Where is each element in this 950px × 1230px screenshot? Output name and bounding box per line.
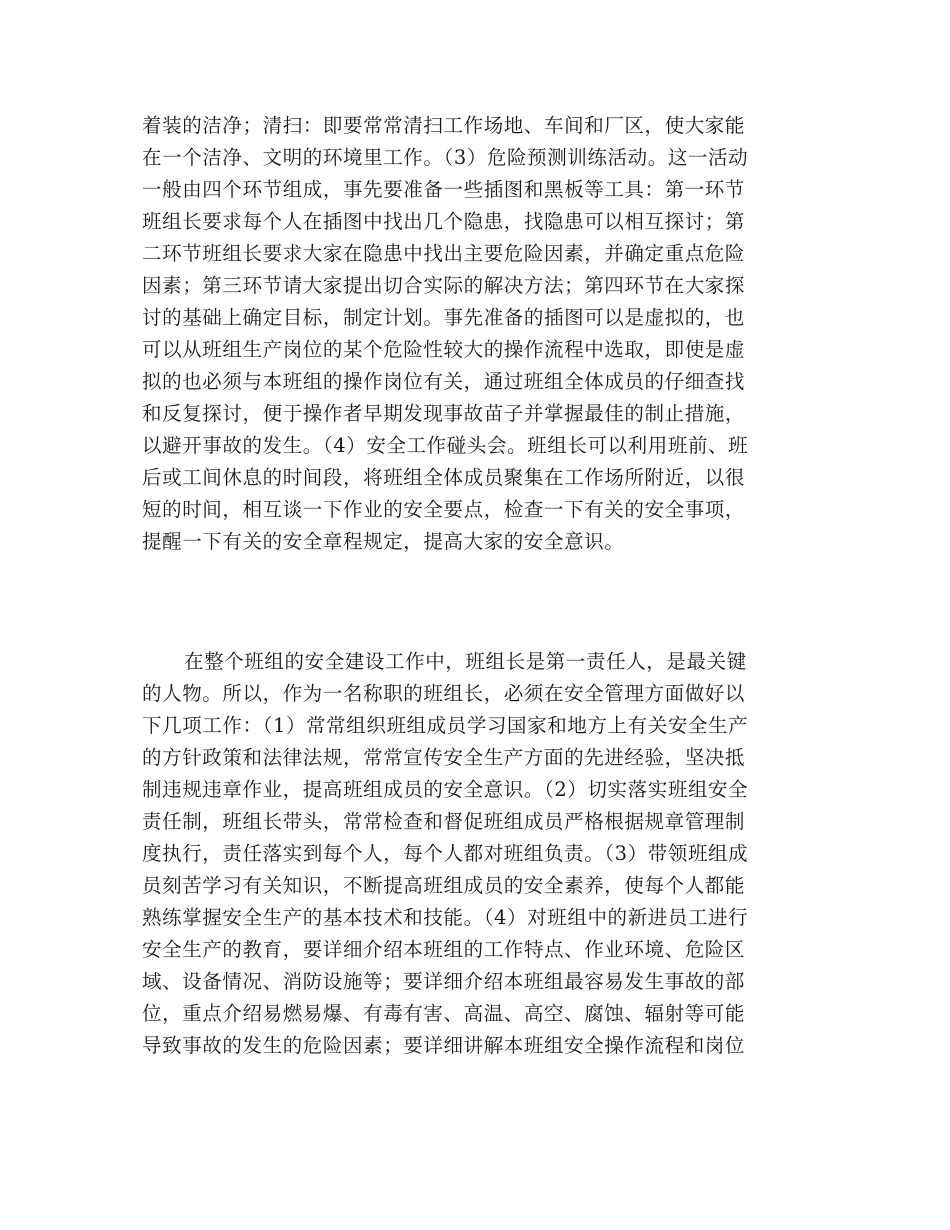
text-line: 域、设备情况、消防设施等；要详细介绍本班组最容易发生事故的部 bbox=[142, 970, 746, 993]
text-line: 制违规违章作业，提高班组成员的安全意识。（2）切实落实班组安全 bbox=[142, 778, 749, 801]
paragraph-1 bbox=[142, 110, 822, 558]
text-line: 短的时间，相互谈一下作业的安全要点，检查一下有关的安全事项， bbox=[142, 498, 746, 521]
text-line: 度执行，责任落实到每个人，每个人都对班组负责。（3）带领班组成 bbox=[142, 842, 749, 865]
text-line: 熟练掌握安全生产的基本技术和技能。（4）对班组中的新进员工进行 bbox=[142, 906, 749, 929]
text-line: 员刻苦学习有关知识，不断提高班组成员的安全素养，使每个人都能 bbox=[142, 874, 746, 897]
text-line: 导致事故的发生的危险因素；要详细讲解本班组安全操作流程和岗位 bbox=[142, 1034, 746, 1057]
text-line: 的方针政策和法律法规，常常宣传安全生产方面的先进经验，坚决抵 bbox=[142, 746, 746, 769]
text-line: 以避开事故的发生。（4）安全工作碰头会。班组长可以利用班前、班 bbox=[142, 434, 749, 457]
text-line: 责任制，班组长带头，常常检查和督促班组成员严格根据规章管理制 bbox=[142, 810, 746, 833]
text-line: 提醒一下有关的安全章程规定，提高大家的安全意识。 bbox=[142, 530, 625, 553]
text-line: 可以从班组生产岗位的某个危险性较大的操作流程中选取，即使是虚 bbox=[142, 338, 746, 361]
text-line: 讨的基础上确定目标，制定计划。事先准备的插图可以是虚拟的，也 bbox=[142, 306, 746, 329]
text-line: 在整个班组的安全建设工作中，班组长是第一责任人，是最关键 bbox=[184, 650, 747, 673]
text-line: 二环节班组长要求大家在隐患中找出主要危险因素，并确定重点危险 bbox=[142, 242, 746, 265]
text-line: 在一个洁净、文明的环境里工作。（3）危险预测训练活动。这一活动 bbox=[142, 146, 749, 169]
text-line: 和反复探讨，便于操作者早期发现事故苗子并掌握最佳的制止措施， bbox=[142, 402, 746, 425]
text-line: 后或工间休息的时间段，将班组全体成员聚集在工作场所附近，以很 bbox=[142, 466, 746, 489]
text-line: 安全生产的教育，要详细介绍本班组的工作特点、作业环境、危险区 bbox=[142, 938, 746, 961]
text-line: 拟的也必须与本班组的操作岗位有关，通过班组全体成员的仔细查找 bbox=[142, 370, 746, 393]
text-line: 的人物。所以，作为一名称职的班组长，必须在安全管理方面做好以 bbox=[142, 682, 746, 705]
text-line: 因素；第三环节请大家提出切合实际的解决方法；第四环节在大家探 bbox=[142, 274, 746, 297]
paragraph-2 bbox=[142, 646, 822, 1062]
text-line: 下几项工作：（1）常常组织班组成员学习国家和地方上有关安全生产 bbox=[142, 714, 749, 737]
text-line: 着装的洁净；清扫：即要常常清扫工作场地、车间和厂区，使大家能 bbox=[142, 114, 746, 137]
text-line: 一般由四个环节组成，事先要准备一些插图和黑板等工具：第一环节 bbox=[142, 178, 746, 201]
text-line: 位，重点介绍易燃易爆、有毒有害、高温、高空、腐蚀、辐射等可能 bbox=[142, 1002, 746, 1025]
text-line: 班组长要求每个人在插图中找出几个隐患，找隐患可以相互探讨；第 bbox=[142, 210, 746, 233]
